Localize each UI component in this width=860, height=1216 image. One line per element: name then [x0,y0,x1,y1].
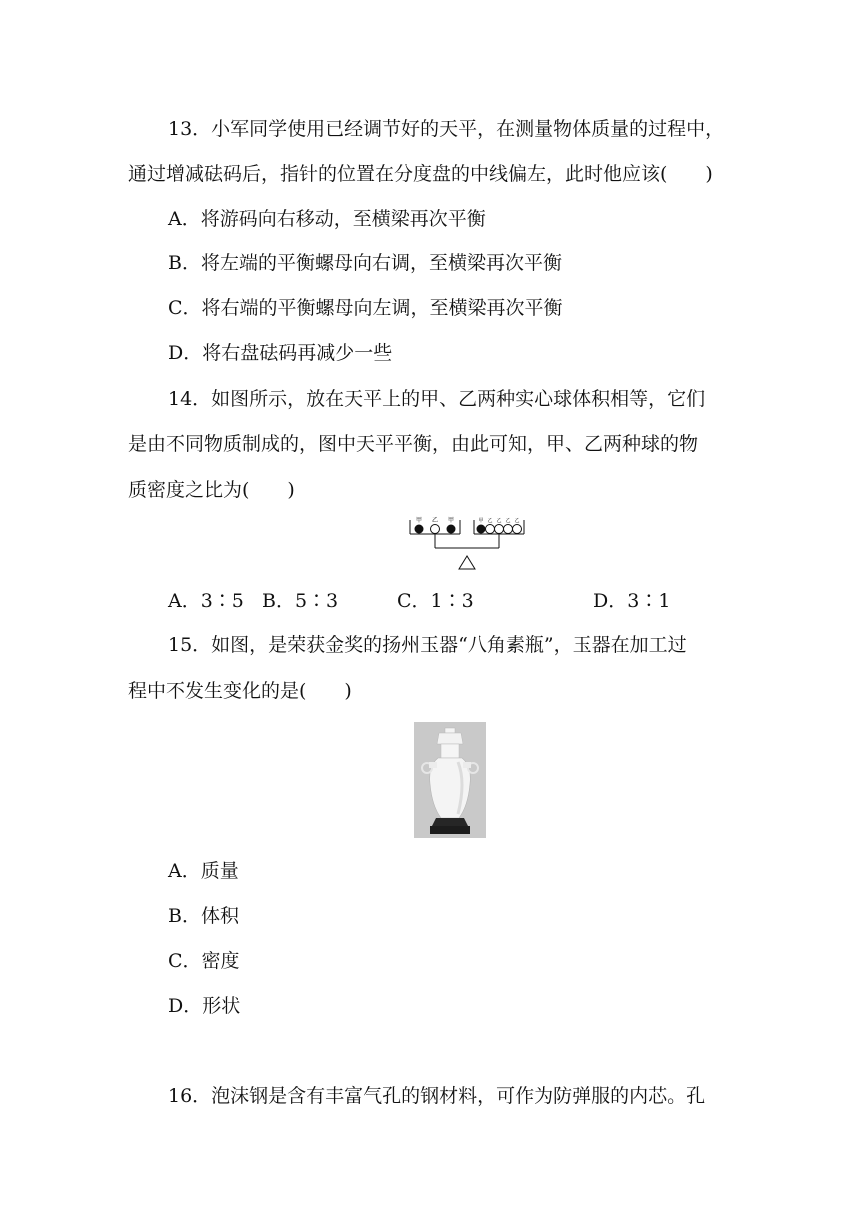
q15-option-b[interactable]: B．体积 [168,905,239,927]
q14-stem-line1: 14．如图所示，放在天平上的甲、乙两种实心球体积相等，它们 [168,388,706,410]
right-ball-3 [495,525,504,534]
left-ball-1 [415,525,424,534]
q14-option-b[interactable]: B．5∶3 [262,590,339,612]
right-label-5: 乙 [514,518,520,524]
right-label-2: 乙 [487,518,493,524]
q15-option-d[interactable]: D．形状 [168,995,241,1017]
q13-option-d[interactable]: D．将右盘砝码再减少一些 [168,342,393,364]
q13-stem-line2: 通过增减砝码后，指针的位置在分度盘的中线偏左，此时他应该( ) [128,163,713,185]
right-label-3: 乙 [496,518,502,524]
right-label-1: 甲 [478,518,484,524]
q14-option-c[interactable]: C．1∶3 [397,590,474,612]
right-ball-2 [486,525,495,534]
fulcrum [459,556,475,569]
q13-option-b[interactable]: B．将左端的平衡螺母向右调，至横梁再次平衡 [168,252,562,274]
left-label-2: 乙 [431,517,439,524]
q13-option-a[interactable]: A．将游码向右移动，至横梁再次平衡 [168,208,486,230]
left-ball-3 [447,525,456,534]
right-label-4: 乙 [505,518,511,524]
right-ball-5 [513,525,522,534]
q15-stem-line2: 程中不发生变化的是( ) [128,680,352,702]
balance-diagram [408,512,526,572]
q14-stem-line2: 是由不同物质制成的，图中天平平衡，由此可知，甲、乙两种球的物 [128,433,699,455]
q13-stem-line1: 13．小军同学使用已经调节好的天平，在测量物体质量的过程中， [168,118,725,140]
vase-image [414,722,486,838]
q15-option-c[interactable]: C．密度 [168,950,240,972]
q14-stem-line3: 质密度之比为( ) [128,479,295,501]
q13-option-c[interactable]: C．将右端的平衡螺母向左调，至横梁再次平衡 [168,297,563,319]
q14-option-d[interactable]: D．3∶1 [593,590,671,612]
q15-option-a[interactable]: A．质量 [168,860,239,882]
right-ball-1 [477,525,486,534]
q14-option-a[interactable]: A．3∶5 [168,590,244,612]
left-label-1: 甲 [415,517,423,524]
left-label-3: 甲 [447,517,455,524]
left-ball-2 [431,525,440,534]
vase-photo [414,722,486,838]
balance-figure [408,512,526,572]
right-ball-4 [504,525,513,534]
q16-stem-line1: 16．泡沫钢是含有丰富气孔的钢材料，可作为防弹服的内芯。孔 [168,1085,706,1107]
q15-stem-line1: 15．如图，是荣获金奖的扬州玉器“八角素瓶”，玉器在加工过 [168,634,687,656]
